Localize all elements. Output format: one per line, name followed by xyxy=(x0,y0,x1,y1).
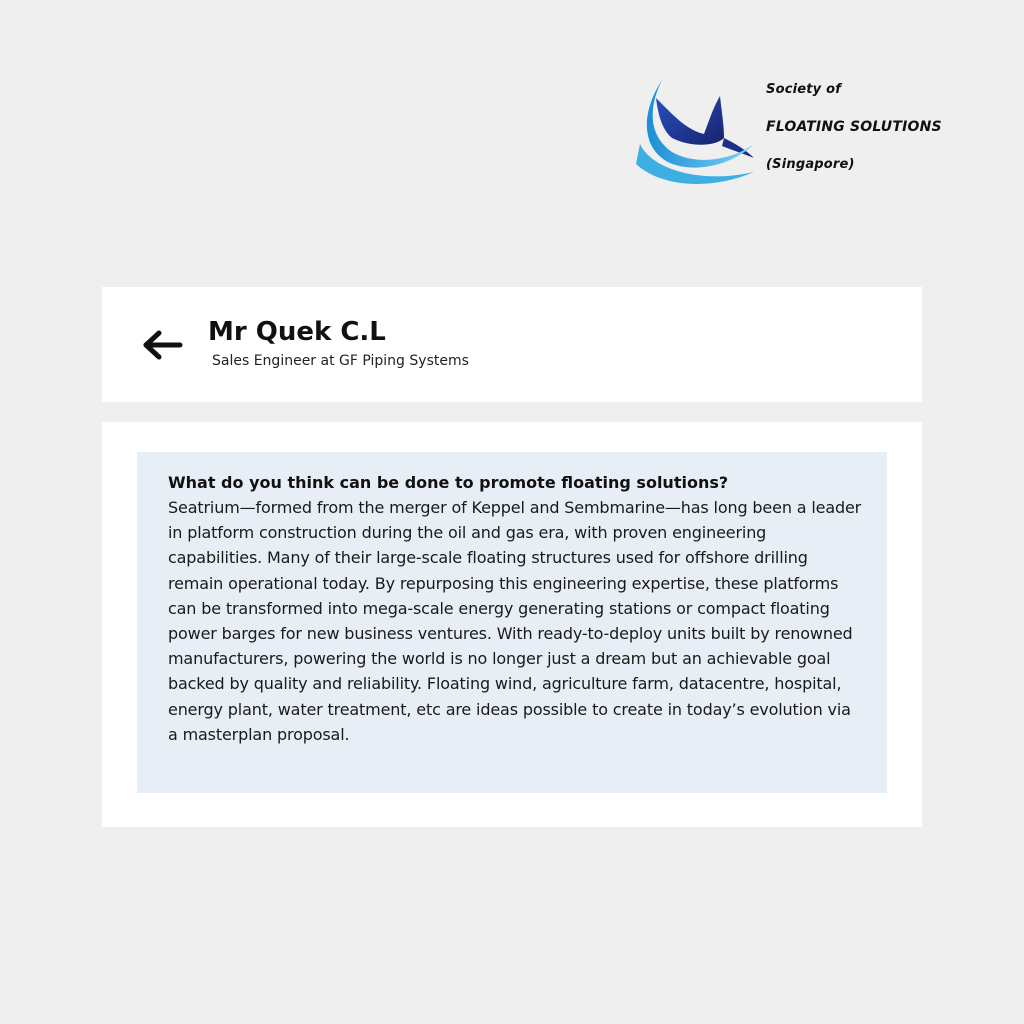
question-heading: What do you think can be done to promote floating solutions? xyxy=(168,473,729,492)
answer-text: Seatrium—formed from the merger of Keppel and Sembmarine—has long been a leader in platform construction during the oil and gas era, with proven engineering capabilities. Many of their large-scale floating structures used for offshore drilling remain operational today. By repurposing this engineering expertise, these platforms can be transformed into mega-scale energy generating stations or compact floating power barges for new business ventures. With ready-to-deploy units built by renowned manufacturers, powering the world is no longer just a dream but an achievable goal backed by quality and reliability. Floating wind, agriculture farm, datacentre, hospital, energy plant, water treatment, etc are ideas possible to create in today’s evolution via a masterplan proposal. xyxy=(168,498,862,744)
back-button[interactable] xyxy=(142,327,186,363)
person-name: Mr Quek C.L xyxy=(208,317,386,347)
society-logo xyxy=(632,74,972,190)
person-role: Sales Engineer at GF Piping Systems xyxy=(212,353,469,369)
logo-text-society: Society of xyxy=(766,82,842,97)
qa-box xyxy=(137,452,887,793)
answer-card xyxy=(102,422,922,827)
stingray-wave-logo-icon xyxy=(632,74,760,190)
profile-header-card xyxy=(102,287,922,402)
logo-text-singapore: (Singapore) xyxy=(766,157,855,172)
logo-text-floating-solutions: FLOATING SOLUTIONS xyxy=(766,119,942,135)
arrow-left-icon xyxy=(142,327,186,363)
